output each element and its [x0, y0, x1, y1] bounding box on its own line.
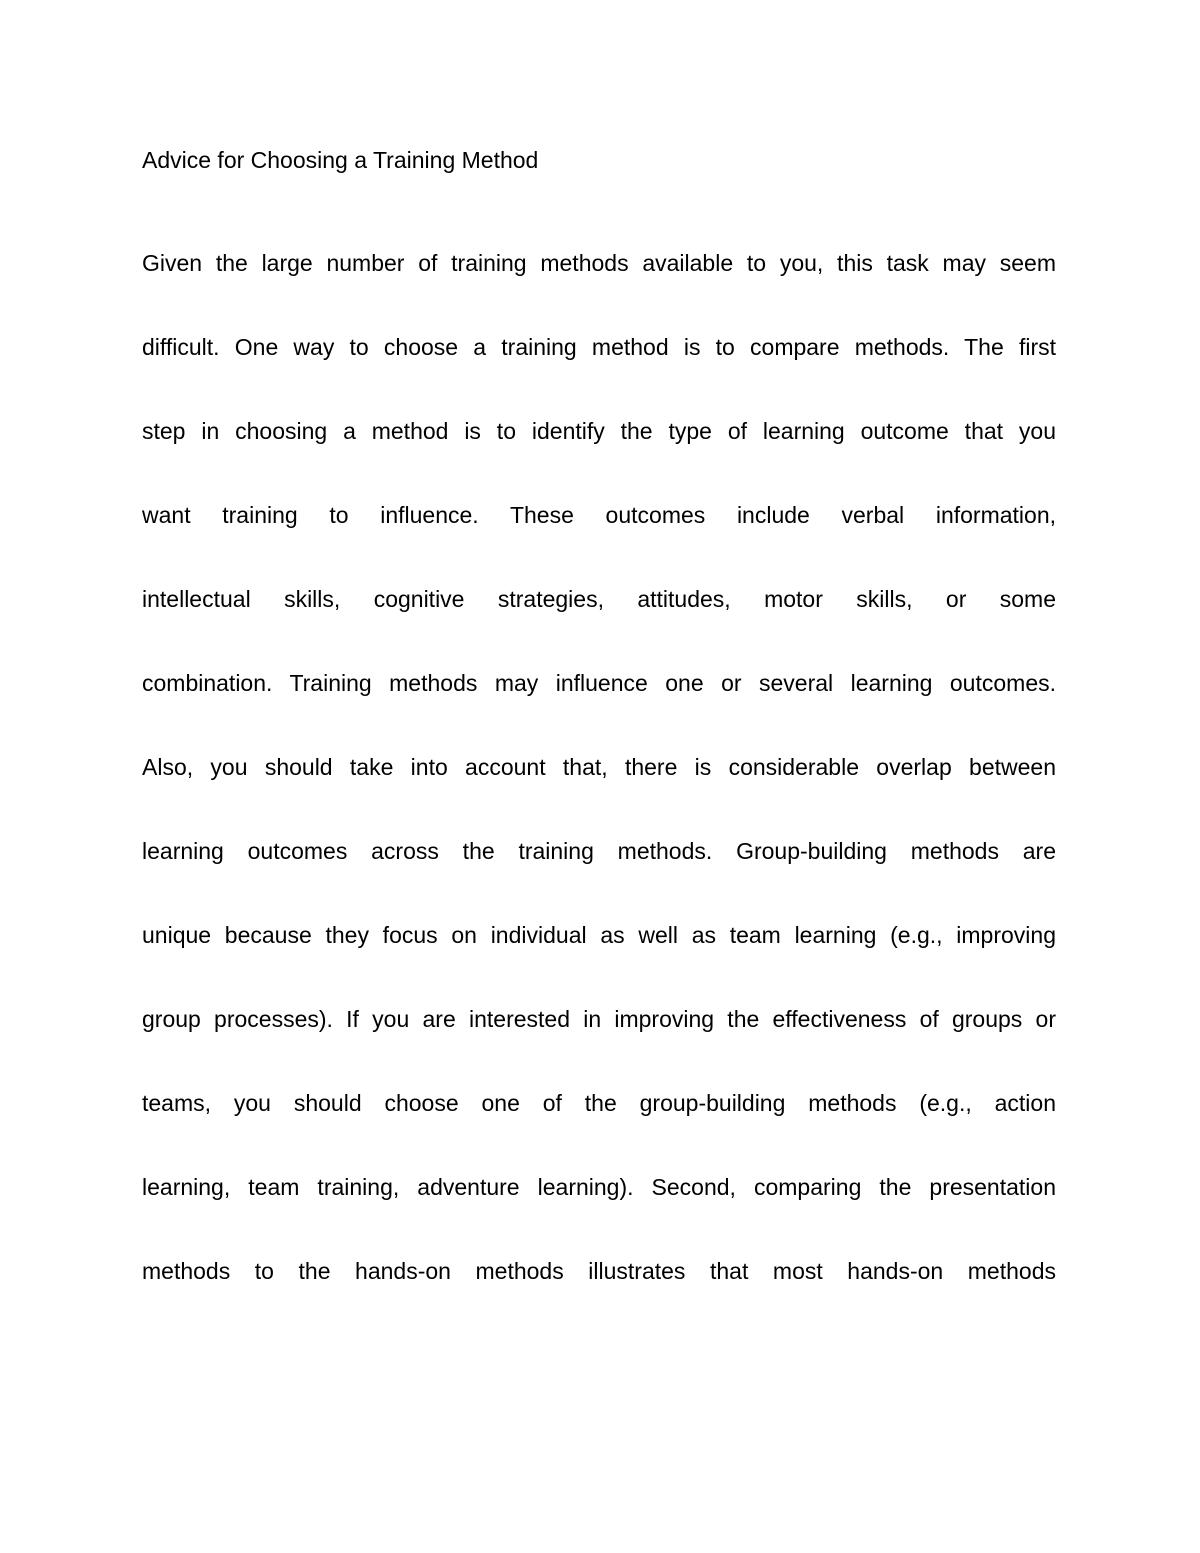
body-line: learning outcomes across the training methods. Group-building methods are	[142, 838, 1056, 864]
body-line: Also, you should take into account that, there is considerable overlap between	[142, 754, 1056, 780]
body-line: step in choosing a method is to identify the type of learning outcome that you	[142, 418, 1056, 444]
body-line: methods to the hands-on methods illustrates that most hands-on methods	[142, 1258, 1056, 1284]
body-line: Given the large number of training methods available to you, this task may seem	[142, 250, 1056, 276]
body-line: intellectual skills, cognitive strategies, attitudes, motor skills, or some	[142, 586, 1056, 612]
body-line: learning, team training, adventure learning). Second, comparing the presentation	[142, 1174, 1056, 1200]
body-line: unique because they focus on individual as well as team learning (e.g., improving	[142, 922, 1056, 948]
body-line: difficult. One way to choose a training method is to compare methods. The first	[142, 334, 1056, 360]
body-line: teams, you should choose one of the group-building methods (e.g., action	[142, 1090, 1056, 1116]
body-line: group processes). If you are interested in improving the effectiveness of groups or	[142, 1006, 1056, 1032]
document-title: Advice for Choosing a Training Method	[142, 147, 539, 173]
body-line: combination. Training methods may influence one or several learning outcomes.	[142, 670, 1056, 696]
body-line: want training to influence. These outcomes include verbal information,	[142, 502, 1056, 528]
